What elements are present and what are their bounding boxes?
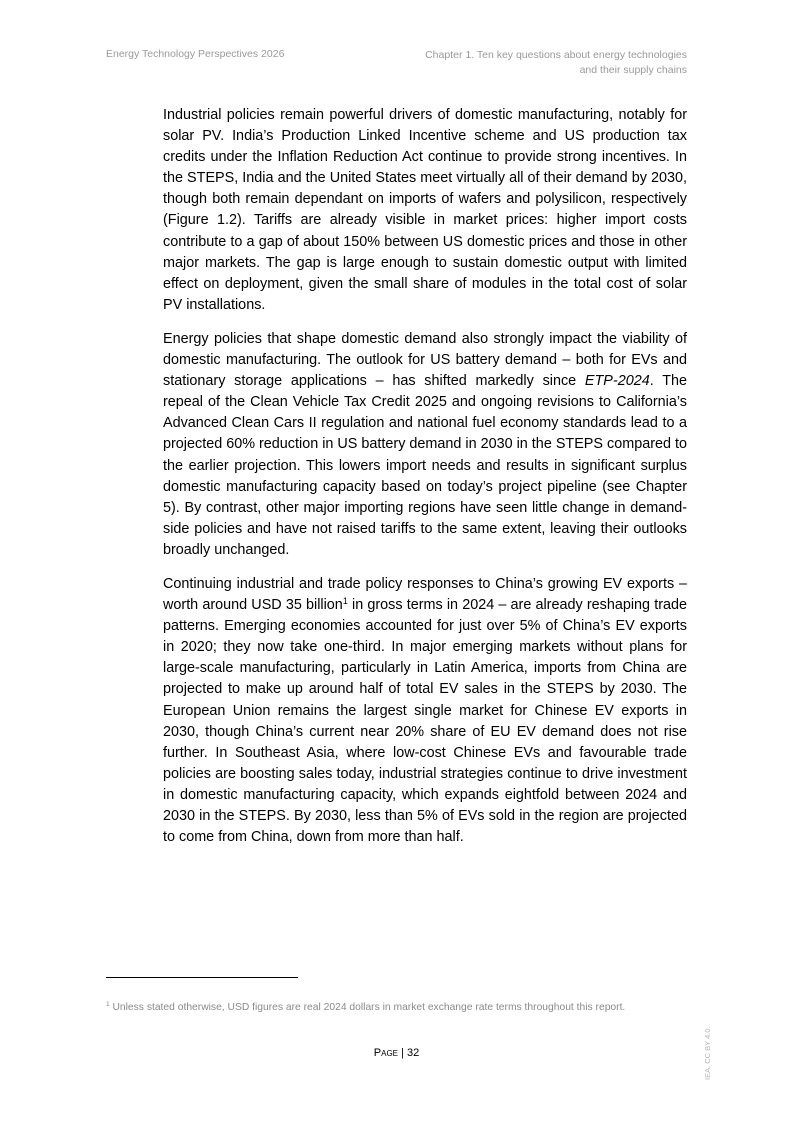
paragraph-2-text-a: Energy policies that shape domestic demand also strongly impact the viability of domestic manufacturing. The outlook for US battery demand – both for EVs and stationary storage applications – has shifted markedly since bbox=[163, 330, 687, 390]
page-number bbox=[0, 1047, 793, 1059]
page-label: Page bbox=[373, 1047, 398, 1059]
page-separator: | bbox=[398, 1047, 407, 1059]
paragraph-3-text-b: in gross terms in 2024 – are already reshaping trade patterns. Emerging economies accounted for just over 5% of China’s EV exports in 2020; they now take one-third. In major emerging markets without plans for large-scale manufacturing, particularly in Latin America, imports from China are projected to make up around half of total EV sales in the STEPS by 2030. The European Union remains the largest single market for Chinese EV exports in 2030, though China’s current near 20% share of EU EV demand does not rise further. In Southeast Asia, where low-cost Chinese EVs and favourable trade policies are boosting sales today, industrial strategies continue to drive investment in domestic manufacturing capacity, which expands eightfold between 2024 and 2030 in the STEPS. By 2030, less than 5% of EVs sold in the region are projected to come from China, down from more than half. bbox=[163, 597, 687, 846]
running-header-chapter bbox=[425, 48, 687, 78]
footnote bbox=[106, 1002, 625, 1013]
footnote-separator bbox=[106, 977, 298, 978]
page-number-value: 32 bbox=[406, 1047, 420, 1059]
footnote-reference[interactable]: 1 bbox=[342, 596, 348, 607]
paragraph-1: Industrial policies remain powerful drivers of domestic manufacturing, notably for solar PV. India’s Production Linked Incentive scheme and US production tax credits under the Inflation Reduction Act continue to provide strong incentives. In the STEPS, India and the United States meet virtually all of their demand by 2030, though both remain dependant on imports of wafers and polysilicon, respectively (Figure 1.2). Tariffs are already visible in market prices: higher import costs contribute to a gap of about 150% between US domestic prices and those in other major markets. The gap is large enough to sustain domestic output with limited effect on deployment, given the small share of modules in the total cost of solar PV installations. bbox=[163, 107, 687, 313]
footnote-marker: 1 bbox=[106, 1001, 110, 1008]
chapter-title-line-1: Chapter 1. Ten key questions about energy technologies bbox=[425, 49, 687, 61]
paragraph-3-text-a: Continuing industrial and trade policy responses to China’s growing EV exports – worth around USD 35 billion bbox=[163, 575, 687, 614]
chapter-title-line-2: and their supply chains bbox=[579, 64, 687, 76]
publication-title: ETP-2024 bbox=[584, 373, 650, 390]
main-body bbox=[163, 105, 687, 861]
paragraph-2-text-b: . The repeal of the Clean Vehicle Tax Credit 2025 and ongoing revisions to California’s Advanced Clean Cars II regulation and national fuel economy standards lead to a projected 60% reduction in US battery demand in 2030 in the STEPS compared to the earlier projection. This lowers import needs and results in significant surplus domestic manufacturing capacity based on today’s project pipeline (see Chapter 5). By contrast, other major importing regions have seen little change in demand-side policies and have not raised tariffs to the same extent, leaving their outlooks broadly unchanged. bbox=[163, 373, 687, 558]
paragraph-3 bbox=[163, 574, 687, 848]
running-header-title: Energy Technology Perspectives 2026 bbox=[106, 48, 285, 60]
license-notice: IEA. CC BY 4.0. bbox=[703, 1026, 712, 1080]
paragraph-2 bbox=[163, 329, 687, 561]
footnote-text: Unless stated otherwise, USD figures are real 2024 dollars in market exchange rate terms throughout this report. bbox=[109, 1002, 626, 1013]
